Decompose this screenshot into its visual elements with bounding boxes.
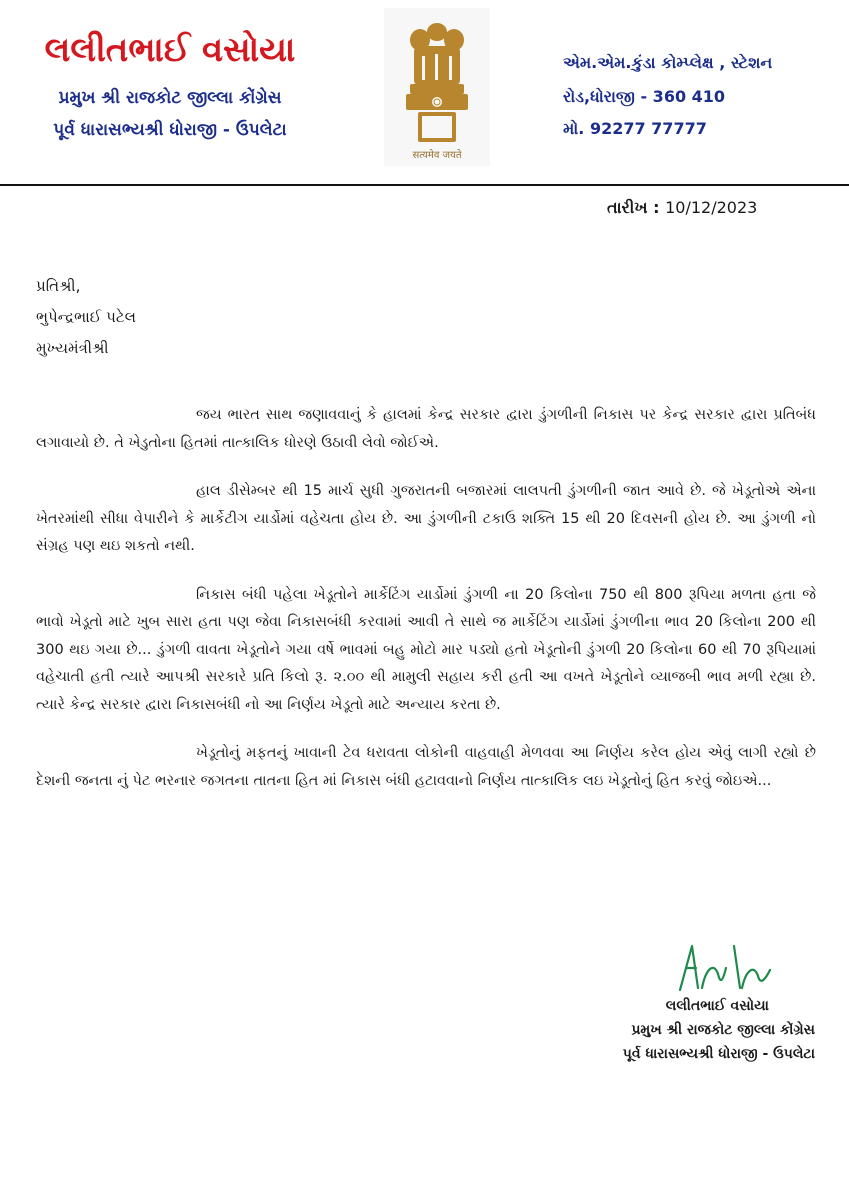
signatory-title: પ્રમુખ શ્રી રાજકોટ જીલ્લા કોંગ્રેસ bbox=[631, 1022, 815, 1038]
recipient-designation: મુખ્યમંત્રીશ્રી bbox=[36, 339, 109, 357]
lion-capital-icon bbox=[398, 16, 476, 144]
address-line-1: એમ.એમ.કુંડા કોમ્પ્લેક્ષ , સ્ટેશન bbox=[563, 53, 773, 72]
address-line-2: રોડ,ધોરાજી - 360 410 bbox=[563, 87, 726, 106]
letterhead bbox=[0, 0, 849, 190]
date-value: 10/12/2023 bbox=[665, 198, 758, 217]
body-paragraph: ખેડૂતોનું મફતનું ખાવાની ટેવ ધરાવતા લોકોની વાહવાહી મેળવવા આ નિર્ણય કરેલ હોય એવું લાગી રહ્યો છે દેશની જનતા નું પેટ ભરનાર જગતના તાતના હિત માં નિકાસ બંધી હટાવવાનો નિર્ણય તાત્કાલિક લઇ ખેડૂતોનું હિત કરવું જોઇએ... bbox=[36, 745, 816, 789]
signatory-former-title: પૂર્વ ધારાસભ્યશ્રી ધોરાજી - ઉપલેટા bbox=[622, 1046, 815, 1062]
sender-name: લલીતભાઈ વસોયા bbox=[44, 30, 296, 70]
emblem-motto: सत्यमेव जयते bbox=[412, 150, 462, 161]
letterhead-divider bbox=[0, 184, 849, 186]
date-label: તારીખ : bbox=[607, 198, 660, 217]
recipient-name: ભુપેન્દ્રભાઈ પટેલ bbox=[36, 308, 136, 326]
body-paragraph: હાલ ડીસેમ્બર થી 15 માર્ચ સુધી ગુજરાતની બજારમાં લાલપતી ડુંગળીની જાત આવે છે. જે ખેડૂતોએ એના ખેતરમાંથી સીધા વેપારીને કે માર્કેટીગ યાર્ડોમાં વહેચતા હોય છે. આ ડુંગળીની ટકાઉ શક્તિ 15 થી 20 દિવસની હોય છે. આ ડુંગળી નો સંગ્રહ પણ થઇ શકતો નથી. bbox=[36, 483, 816, 554]
letter-date bbox=[607, 198, 757, 218]
body-paragraph: નિકાસ બંધી પહેલા ખેડૂતોને માર્કેટિંગ યાર્ડોમાં ડુંગળી ના 20 કિલોના 750 થી 800 રૂપિયા મળતા હતા જે ભાવો ખેડૂતો માટે ખુબ સારા હતા પણ જેવા નિકાસબંધી કરવામાં આવી તે સાથે જ માર્કેટિંગ યાર્ડોમાં ડુંગળીના ભાવ 20 કિલોના 200 થી 300 થઇ ગયા છે... ડુંગળી વાવતા ખેડૂતોને ગયા વર્ષે ભાવમાં બહુ મોટો માર પડ્યો હતો ખેડૂતોની ડુંગળી 20 કિલોના 60 થી 70 રૂપિયામાં વહેચાતી હતી ત્યારે આપશ્રી સરકારે પ્રતિ કિલો રૂ. ૨.૦૦ થી મામુલી સહાય કરી હતી આ વખતે ખેડૂતોને વ્યાજબી ભાવ મળી રહ્યા છે. ત્યારે કેન્દ્ર સરકાર દ્વારા નિકાસબંધી નો આ નિર્ણય ખેડૂતો માટે અન્યાય કરતા છે. bbox=[36, 586, 816, 713]
body-paragraph: જય ભારત સાથ જણાવવાનું કે હાલમાં કેન્દ્ર સરકાર દ્વારા ડુંગળીની નિકાસ પર કેન્દ્ર સરકાર દ્વારા પ્રતિબંધ લગાવાયો છે. તે ખેડુતોના હિતમાં તાત્કાલિક ધોરણે ઉઠાવી લેવો જોઈએ. bbox=[36, 407, 816, 451]
recipient-salutation: પ્રતિશ્રી, bbox=[36, 277, 81, 295]
sender-former-title: પૂર્વ ધારાસભ્યશ્રી ધોરાજી - ઉપલેટા bbox=[53, 120, 287, 140]
sender-title: પ્રમુખ શ્રી રાજકોટ જીલ્લા કોંગ્રેસ bbox=[58, 88, 282, 108]
letter-body bbox=[36, 402, 816, 816]
national-emblem bbox=[384, 8, 490, 166]
phone-number: મો. 92277 77777 bbox=[563, 119, 707, 138]
signature-mark bbox=[676, 938, 776, 1000]
signatory-name: લલીતભાઈ વસોયા bbox=[665, 998, 769, 1014]
